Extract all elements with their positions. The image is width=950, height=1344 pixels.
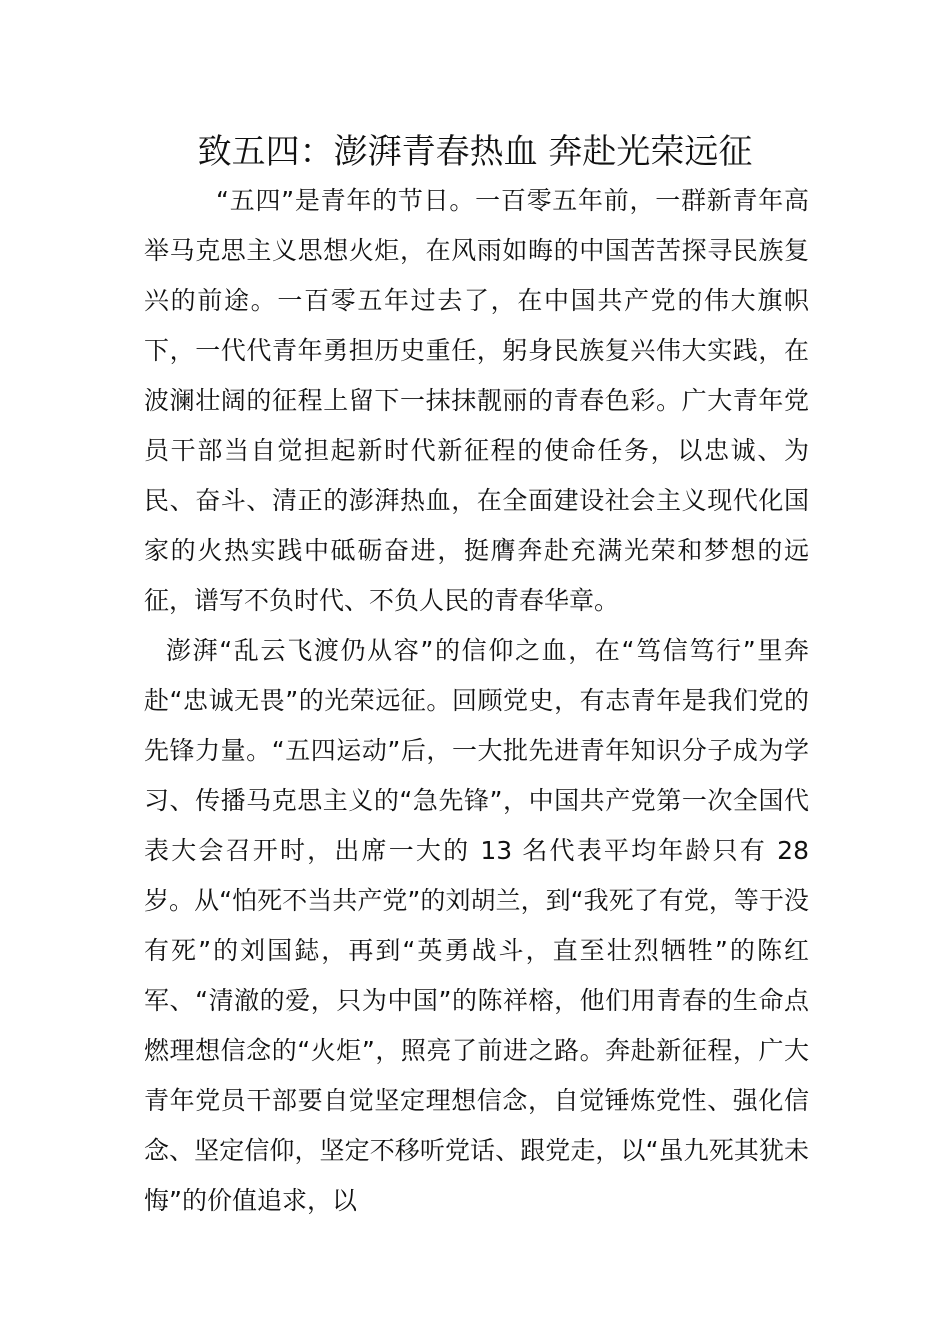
document-title: 致五四：澎湃青春热血 奔赴光荣远征	[197, 132, 753, 172]
document-body	[144, 176, 809, 1226]
paragraph-1: “五四”是青年的节日。一百零五年前，一群新青年高举马克思主义思想火炬，在风雨如晦的中国苦苦探寻民族复兴的前途。一百零五年过去了，在中国共产党的伟大旗帜下，一代代青年勇担历史重任，躬身民族复兴伟大实践，在波澜壮阔的征程上留下一抹抹靓丽的青春色彩。广大青年党员干部当自觉担起新时代新征程的使命任务，以忠诚、为民、奋斗、清正的澎湃热血，在全面建设社会主义现代化国家的火热实践中砥砺奋进，挺膺奔赴充满光荣和梦想的远征，谱写不负时代、不负人民的青春华章。	[144, 186, 809, 615]
paragraph-2: 澎湃“乱云飞渡仍从容”的信仰之血，在“笃信笃行”里奔赴“忠诚无畏”的光荣远征。回顾党史，有志青年是我们党的先锋力量。“五四运动”后，一大批先进青年知识分子成为学习、传播马克思主义的“急先锋”，中国共产党第一次全国代表大会召开时，出席一大的 13 名代表平均年龄只有 28 岁。从“怕死不当共产党”的刘胡兰，到“我死了有党，等于没有死”的刘国鋕，再到“英勇战斗，直至壮烈牺牲”的陈红军、“清澈的爱，只为中国”的陈祥榕，他们用青春的生命点燃理想信念的“火炬”，照亮了前进之路。奔赴新征程，广大青年党员干部要自觉坚定理想信念，自觉锤炼党性、强化信念、坚定信仰，坚定不移听党话、跟党走，以“虽九死其犹未悔”的价值追求，以	[144, 636, 809, 1215]
